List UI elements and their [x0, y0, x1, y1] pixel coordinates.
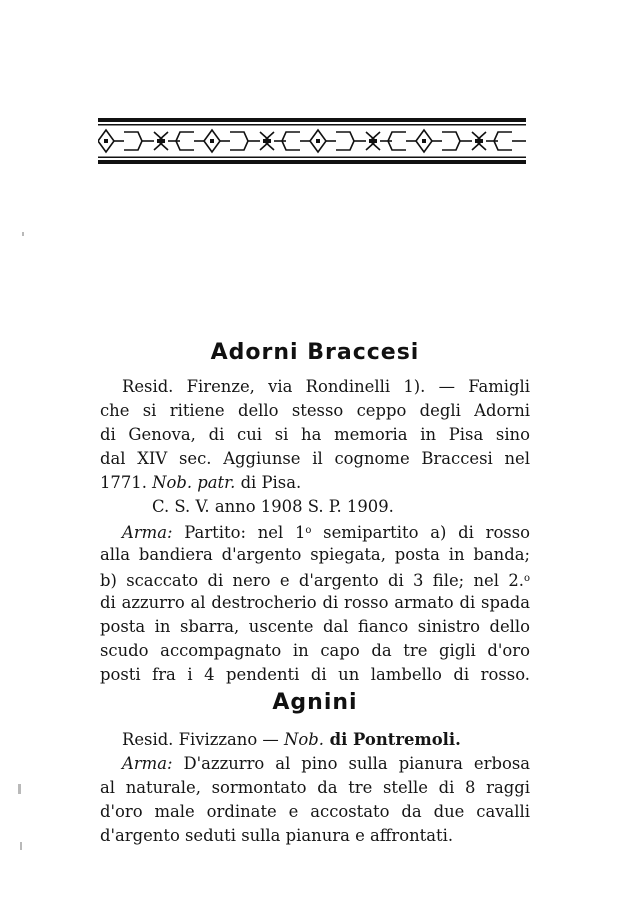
text-line: dal XIV sec. Aggiunse il cognome Braccesi nel [100, 449, 530, 468]
text-span: di Pisa. [235, 473, 302, 492]
text-line: scudo accompagnato in capo da tre gigli d'oro [100, 641, 530, 660]
text-line [100, 567, 530, 591]
text-line: al naturale, sormontato da tre stelle di 8 raggi [100, 778, 530, 797]
text-line [100, 728, 530, 752]
arma-label: Arma: [122, 754, 173, 773]
scan-mark [20, 842, 22, 850]
text-line: d'oro male ordinate e accostato da due cavalli [100, 802, 530, 821]
text-line: che si ritiene dello stesso ceppo degli Adorni [100, 401, 530, 420]
text-line: posta in sbarra, uscente dal fianco sinistro dello [100, 617, 530, 636]
text-line: Resid. Firenze, via Rondinelli 1). — Famigli [122, 377, 530, 396]
text-span: Resid. Fivizzano — [122, 730, 285, 749]
text-span: di Pontremoli. [323, 730, 461, 749]
text-span: D'azzurro al pino sulla pianura erbosa [172, 754, 530, 773]
text-line: alla bandiera d'argento spiegata, posta in banda; [100, 545, 530, 564]
italic-abbreviation: Nob. patr. [152, 473, 236, 492]
text-line: di azzurro al destrocherio di rosso armato di spada [100, 593, 530, 612]
text-span: 1771. [100, 473, 153, 492]
text-line: d'argento seduti sulla pianura e affrontati. [100, 826, 454, 845]
scan-mark [22, 232, 24, 236]
superscript: o [523, 573, 530, 584]
entry-title: Adorni Braccesi [210, 340, 420, 365]
text-line: di Genova, di cui si ha memoria in Pisa sino [100, 425, 530, 444]
text-line [100, 519, 530, 543]
text-line [100, 471, 530, 495]
text-line: posti fra i 4 pendenti di un lambello di rosso. [100, 665, 530, 684]
text-line: C. S. V. anno 1908 S. P. 1909. [152, 497, 394, 516]
scan-mark [18, 784, 21, 794]
entry-adorni-braccesi-body [100, 375, 530, 687]
text-span: b) scaccato di nero e d'argento di 3 file; nel 2. [100, 571, 524, 590]
italic-abbreviation: Nob. [284, 730, 324, 749]
text-span: semipartito a) di rosso [311, 523, 530, 542]
entry-agnini [100, 690, 530, 715]
entry-title: Agnini [272, 690, 358, 715]
decorative-ornament-band [98, 118, 526, 164]
text-span: Partito: nel 1 [172, 523, 306, 542]
arma-label: Arma: [122, 523, 173, 542]
entry-adorni-braccesi [100, 340, 530, 365]
superscript: o [305, 525, 312, 536]
entry-agnini-body [100, 728, 530, 848]
text-line [100, 752, 530, 776]
